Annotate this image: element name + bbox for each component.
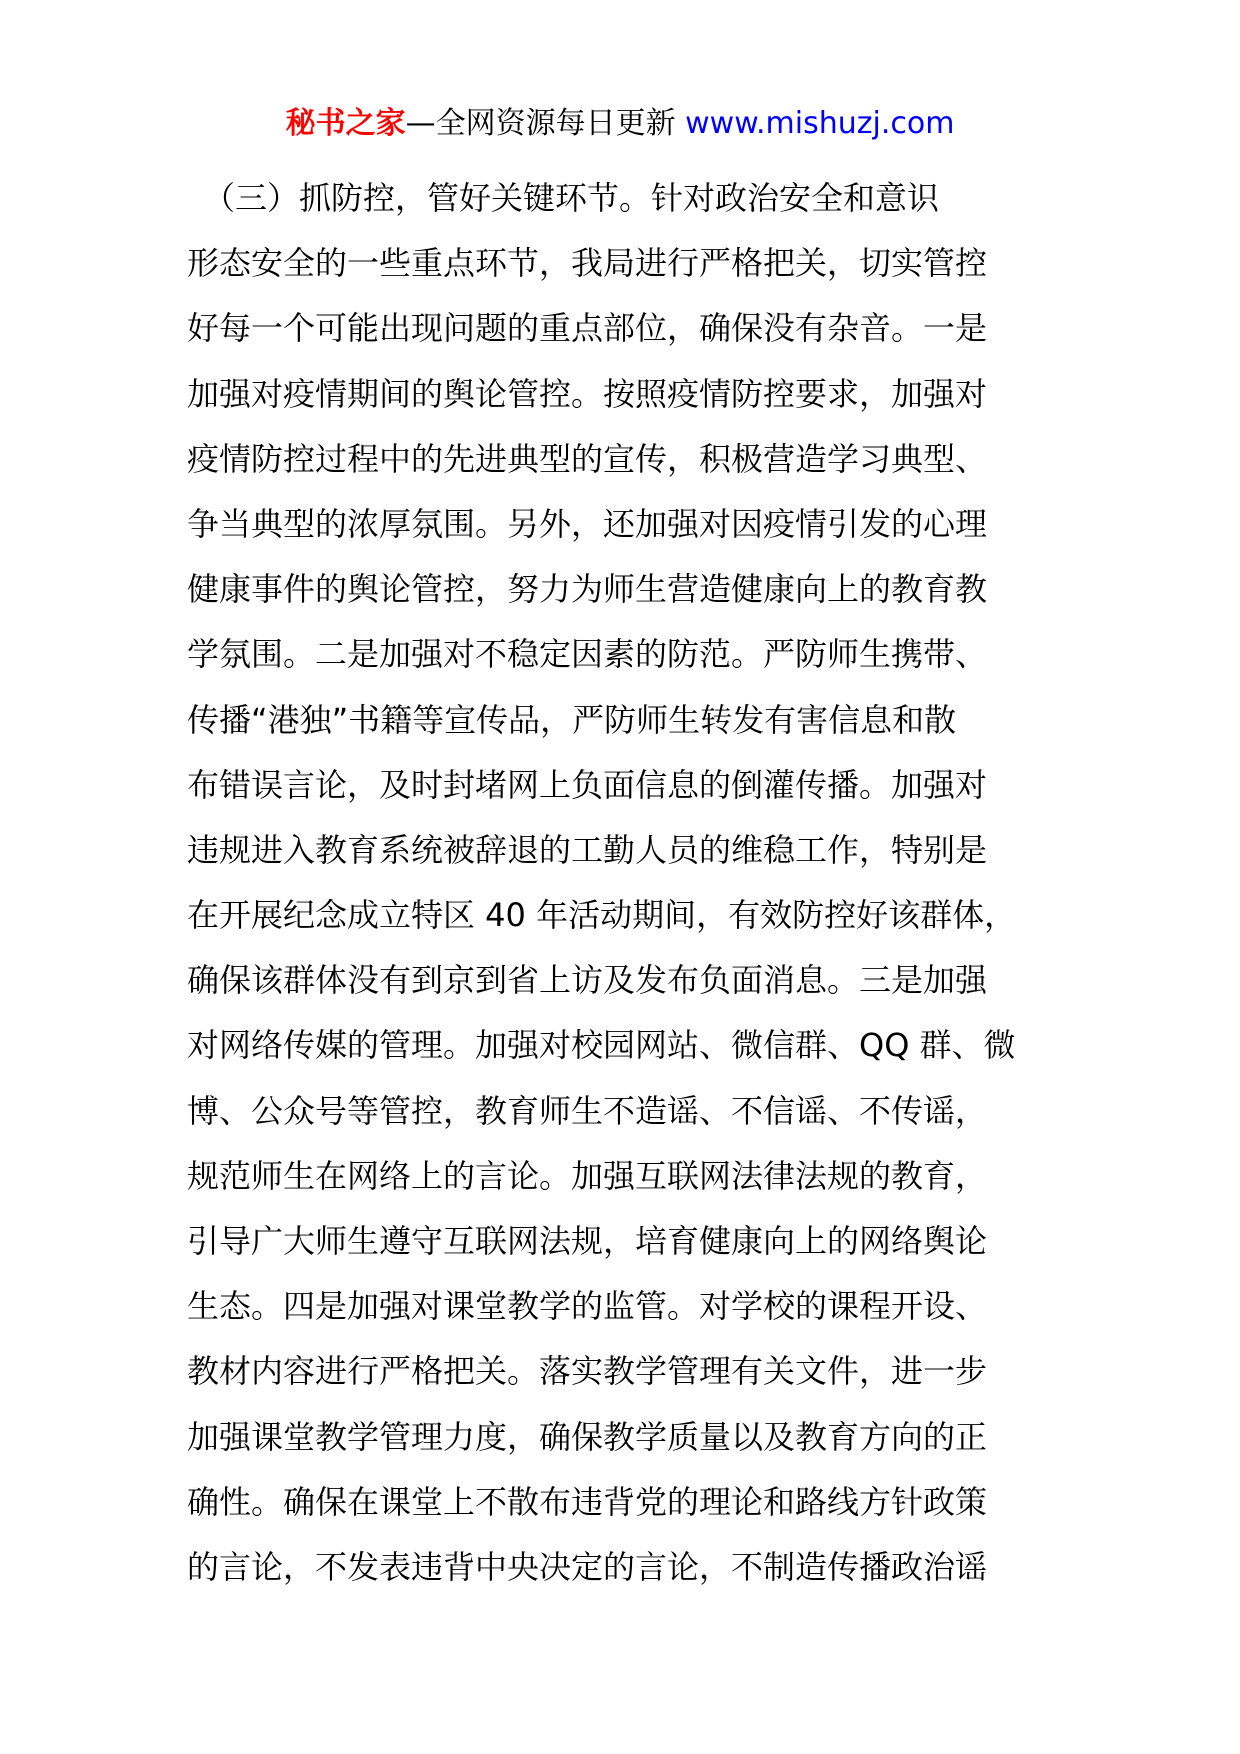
paragraph-line: 学氛围。二是加强对不稳定因素的防范。严防师生携带、 (187, 635, 988, 674)
paragraph-line: 形态安全的一些重点环节，我局进行严格把关，切实管控 (187, 244, 988, 283)
paragraph-line: 布错误言论，及时封堵网上负面信息的倒灌传播。加强对 (187, 765, 988, 804)
paragraph-line: 对网络传媒的管理。加强对校园网站、微信群、QQ 群、微 (187, 1026, 1016, 1065)
paragraph-line: 的言论，不发表违背中央决定的言论，不制造传播政治谣 (187, 1547, 988, 1586)
header-tagline: —全网资源每日更新 (405, 106, 686, 141)
paragraph-line: 传播“港独”书籍等宣传品，严防师生转发有害信息和散 (187, 700, 957, 739)
paragraph-line: 博、公众号等管控，教育师生不造谣、不信谣、不传谣， (187, 1091, 988, 1130)
paragraph-line: 加强对疫情期间的舆论管控。按照疫情防控要求，加强对 (187, 374, 988, 413)
paragraph-line: 规范师生在网络上的言论。加强互联网法律法规的教育， (187, 1156, 988, 1195)
page-header (0, 104, 1240, 144)
paragraph-line: （三）抓防控，管好关键环节。针对政治安全和意识 (187, 179, 940, 217)
paragraph-line: 健康事件的舆论管控，努力为师生营造健康向上的教育教 (187, 570, 988, 609)
paragraph-line: 生态。四是加强对课堂教学的监管。对学校的课程开设、 (187, 1287, 988, 1326)
paragraph-line: 好每一个可能出现问题的重点部位，确保没有杂音。一是 (187, 309, 988, 348)
paragraph-line: 违规进入教育系统被辞退的工勤人员的维稳工作，特别是 (187, 830, 988, 869)
paragraph-line: 教材内容进行严格把关。落实教学管理有关文件，进一步 (187, 1352, 988, 1391)
paragraph-line: 确性。确保在课堂上不散布违背党的理论和路线方针政策 (187, 1482, 988, 1521)
header-url-link[interactable]: www.mishuzj.com (685, 106, 955, 141)
paragraph-line: 引导广大师生遵守互联网法规，培育健康向上的网络舆论 (187, 1222, 988, 1260)
paragraph-line: 加强课堂教学管理力度，确保教学质量以及教育方向的正 (187, 1417, 988, 1456)
brand-name: 秘书之家 (285, 106, 406, 141)
paragraph-line: 确保该群体没有到京到省上访及发布负面消息。三是加强 (187, 961, 988, 1000)
paragraph-line: 争当典型的浓厚氛围。另外，还加强对因疫情引发的心理 (187, 504, 988, 543)
document-body (187, 166, 1047, 1600)
paragraph-line: 疫情防控过程中的先进典型的宣传，积极营造学习典型、 (187, 439, 988, 478)
paragraph-line: 在开展纪念成立特区 40 年活动期间，有效防控好该群体， (187, 896, 1017, 935)
